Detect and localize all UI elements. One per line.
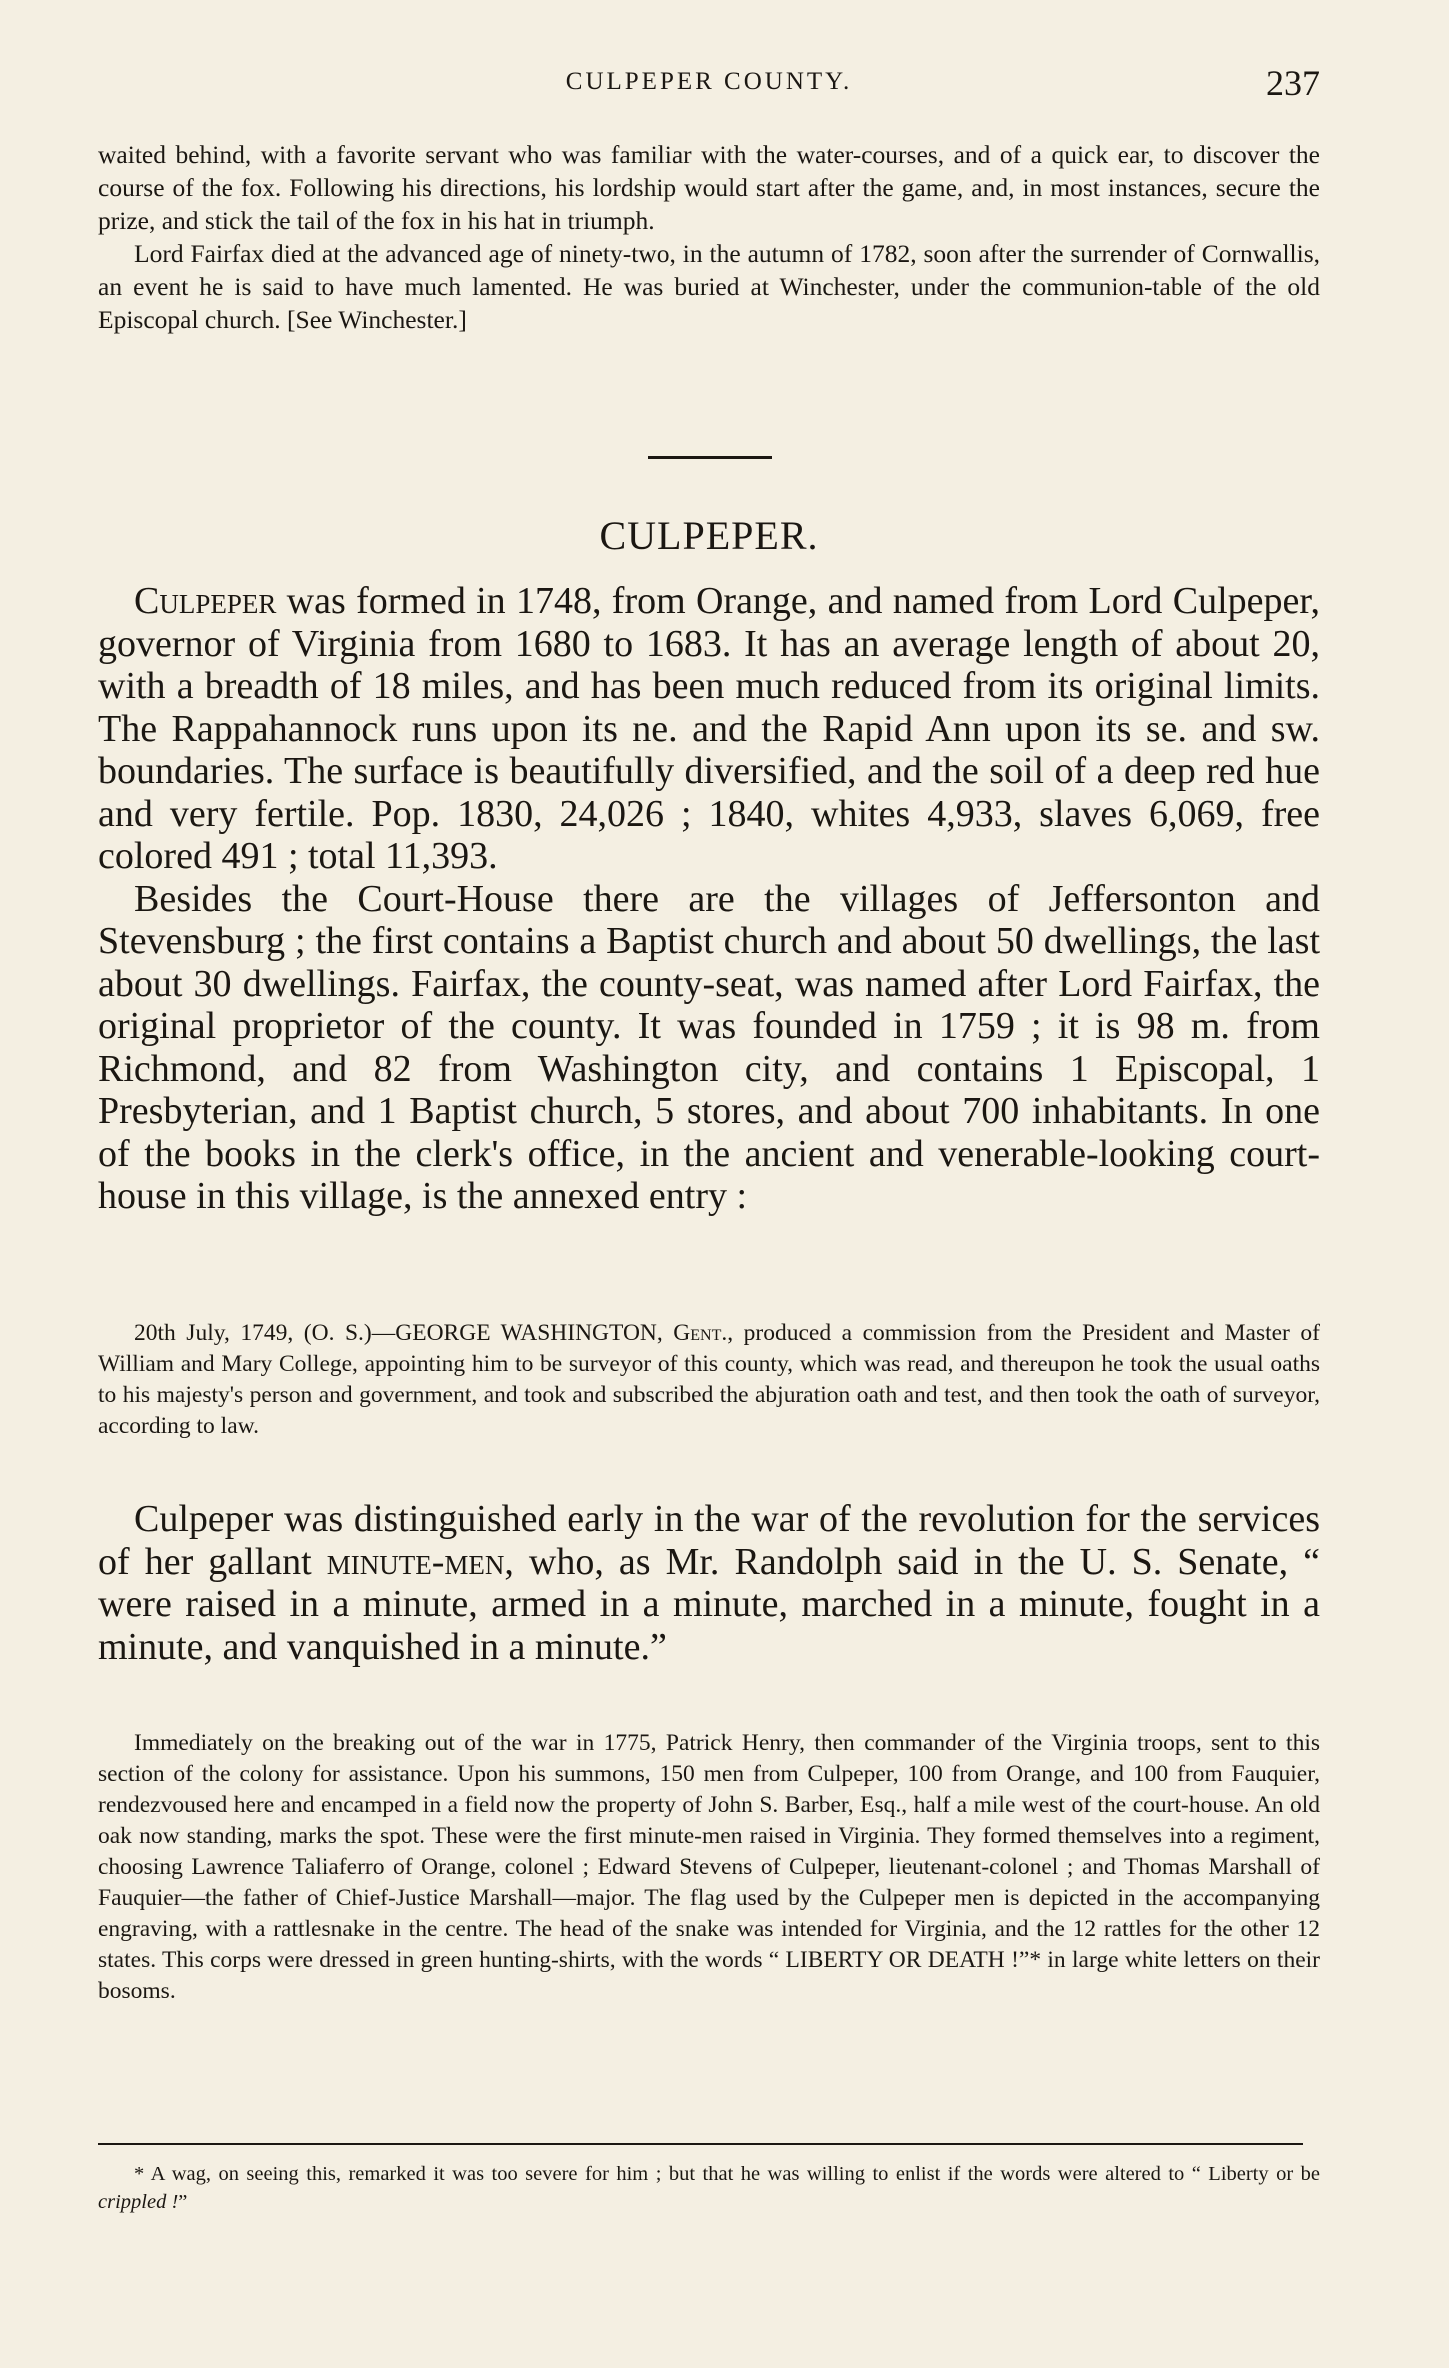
washington-entry [98,1318,1320,1442]
footnote-text-a: * A wag, on seeing this, remarked it was too severe for him ; but that he was willing to enlist if the words were altered to “ Liberty or be [134,2163,1320,2185]
villages-paragraph: Besides the Court-House there are the villages of Jeffersonton and Stevensburg ; the first contains a Baptist church and about 50 dwellings, the last about 30 dwellings. Fairfax, the county-seat, was named after Lord Fairfax, the original proprietor of the county. It was founded in 1759 ; it is 98 m. from Richmond, and 82 from Washington city, and contains 1 Episcopal, 1 Presbyterian, and 1 Baptist church, 5 stores, and about 700 inhabitants. In one of the books in the clerk's office, in the ancient and venerable-looking court-house in this village, is the annexed entry : [98,877,1320,1217]
section-title: CULPEPER. [599,513,819,558]
entry-text-a: 20th July, 1749, (O. S.)—GEORGE WASHINGTON, [134,1320,674,1346]
minutemen-caps: minute-men [326,1540,505,1583]
entry-gent: Gent. [673,1320,728,1346]
continued-text [98,138,1320,336]
formation-paragraph [98,580,1320,878]
fairfax-death-paragraph: Lord Fairfax died at the advanced age of ninety-two, in the autumn of 1782, soon after the surrender of Cornwallis, an event he is said to have much lamented. He was buried at Winchester, under the communion-table of the old Episcopal church. [See Winchester.] [98,239,1320,334]
history-extract [98,1728,1320,2007]
main-text [98,580,1320,1218]
footnote-text-b: ” [178,2191,188,2213]
history-paragraph: Immediately on the breaking out of the war in 1775, Patrick Henry, then commander of the Virginia troops, sent to this section of the colony for assistance. Upon his summons, 150 men from Culpeper, 100 from Orange, and 100 from Fauquier, rendezvoused here and encamped in a field now the property of John S. Barber, Esq., half a mile west of the court-house. An old oak now standing, marks the spot. These were the first minute-men raised in Virginia. They formed themselves into a regiment, choosing Lawrence Taliaferro of Orange, colonel ; Edward Stevens of Culpeper, lieutenant-colonel ; and Thomas Marshall of Fauquier—the father of Chief-Justice Marshall—major. The flag used by the Culpeper men is depicted in the accompanying engraving, with a rattlesnake in the centre. The head of the snake was intended for Virginia, and the 12 rattles for the other 12 states. This corps were dressed in green hunting-shirts, with the words “ LIBERTY OR DEATH !”* in large white letters on their bosoms. [98,1730,1320,2004]
continued-paragraph: waited behind, with a favorite servant who was familiar with the water-courses, and of a quick ear, to discover the course of the fox. Following his directions, his lordship would start after the game, and, in most instances, secure the prize, and stick the tail of the fox in his hat in triumph. [98,140,1320,235]
page-number: 237 [1266,63,1320,103]
footnote-rule [98,2143,1303,2145]
minutemen-paragraph [98,1498,1320,1668]
footnote-italic: crippled ! [98,2191,179,2213]
section-divider [648,456,772,459]
running-head: CULPEPER COUNTY. [565,68,853,95]
footnote [98,2160,1320,2216]
clerk-entry [98,1318,1320,1442]
minutemen-text-a: Culpeper was distinguished early in the war of the revolution for the services of her gallant [98,1498,1320,1583]
minutemen-text [98,1498,1320,1668]
county-name-lead: Culpeper [134,580,277,622]
footnote-paragraph [98,2160,1320,2216]
formation-text: was formed in 1748, from Orange, and named from Lord Culpeper, governor of Virginia from 1680 to 1683. It has an average length of about 20, with a breadth of 18 miles, and has been much reduced from its original limits. The Rappahannock runs upon its ne. and the Rapid Ann upon its se. and sw. boundaries. The surface is beautifully diversified, and the soil of a deep red hue and very fertile. Pop. 1830, 24,026 ; 1840, whites 4,933, slaves 6,069, free colored 491 ; total 11,393. [98,580,1320,877]
entry-text-b: , produced a commission from the President and Master of William and Mary College, appointing him to be surveyor of this county, which was read, and thereupon he took the usual oaths to his majesty's person and government, and took and subscribed the abjuration oath and test, and then took the oath of surveyor, according to law. [98,1320,1320,1439]
minutemen-text-b: , who, as Mr. Randolph said in the U. S. Senate, “ were raised in a minute, armed in a minute, marched in a minute, fought in a minute, and vanquished in a minute.” [98,1540,1320,1668]
page-header [98,62,1320,102]
